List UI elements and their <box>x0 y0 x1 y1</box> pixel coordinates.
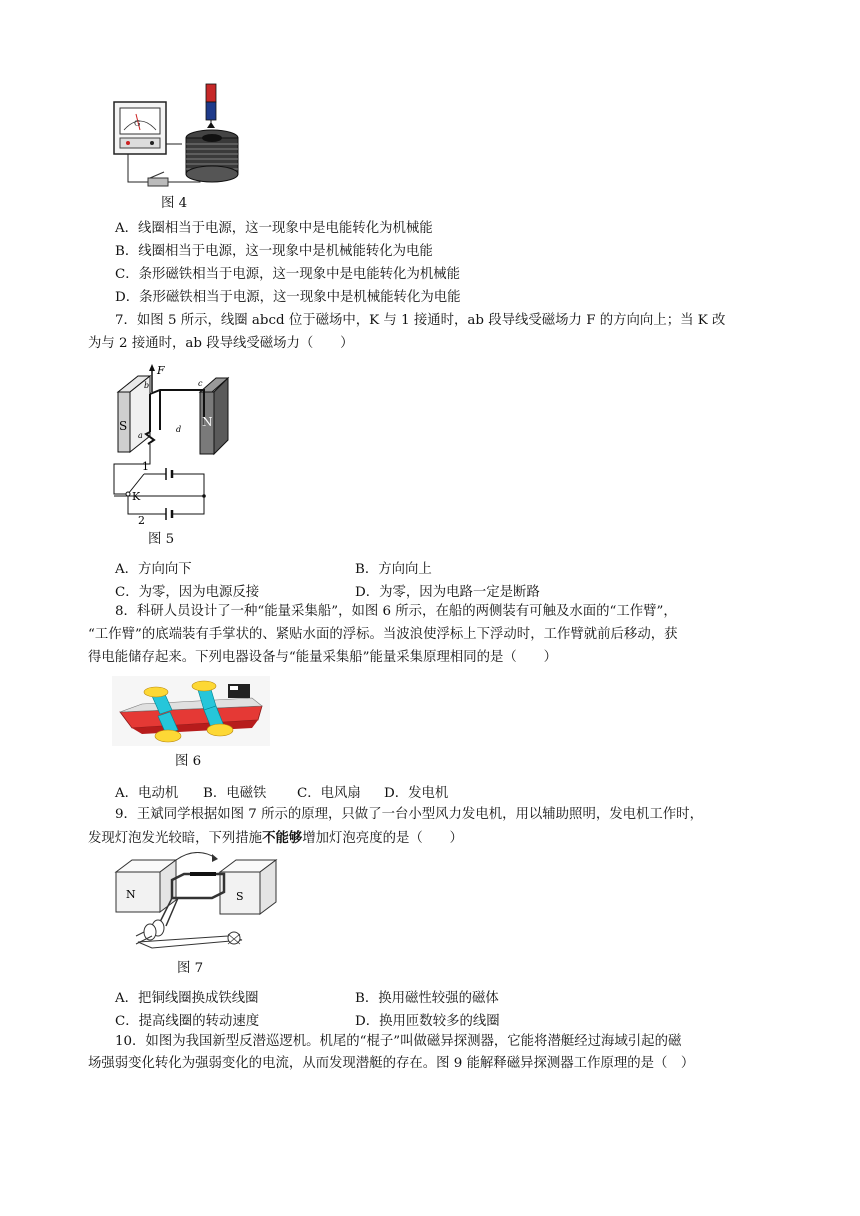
fig5-label-F: F <box>157 364 165 377</box>
q8-option-b: B．电磁铁 <box>203 786 267 801</box>
q7-stem-line-2: 为与 2 接通时，ab 段导线受磁场力（ ） <box>88 336 354 351</box>
figure-6-caption: 图 6 <box>175 754 202 769</box>
q9-option-d: D．换用匝数较多的线圈 <box>355 1014 500 1029</box>
q7-stem-line-1: 7．如图 5 所示，线圈 abcd 位于磁场中，K 与 1 接通时，ab 段导线受磁场力 F 的方向向上；当 K 改 <box>115 313 726 328</box>
fig7-label-S: S <box>236 890 244 903</box>
figure-4 <box>112 82 252 192</box>
fig5-label-1: 1 <box>142 460 149 473</box>
q8-option-d: D．发电机 <box>384 786 449 801</box>
fig5-label-S: S <box>119 419 128 433</box>
fig7-label-N: N <box>126 888 136 901</box>
q9-stem-line-1: 9．王斌同学根据如图 7 所示的原理，只做了一台小型风力发电机，用以辅助照明，发电机工作时， <box>115 807 703 822</box>
figure-4-caption: 图 4 <box>161 196 188 211</box>
motor-coil-diagram <box>108 362 238 530</box>
figure-5-caption: 图 5 <box>148 532 175 547</box>
figure-7-caption: 图 7 <box>177 961 204 976</box>
fig5-label-N: N <box>202 415 213 429</box>
q9-stem-line-2 <box>88 829 463 848</box>
q7-option-a: A．方向向下 <box>115 562 192 577</box>
figure-6 <box>112 676 270 746</box>
q6-option-d: D．条形磁铁相当于电源，这一现象中是机械能转化为电能 <box>115 290 461 305</box>
q8-option-c: C．电风扇 <box>297 786 361 801</box>
q10-stem-line-1: 10．如图为我国新型反潜巡逻机。机尾的“棍子”叫做磁异探测器，它能将潜艇经过海域引起的磁 <box>115 1034 682 1049</box>
q9-option-b: B．换用磁性较强的磁体 <box>355 991 499 1006</box>
energy-harvesting-ship-illustration <box>112 676 270 746</box>
svg-text:G: G <box>134 119 141 128</box>
q8-stem-line-2: “工作臂”的底端装有手掌状的、紧贴水面的浮标。当波浪使浮标上下浮动时，工作臂就前后移动，获 <box>88 627 678 642</box>
fig5-label-a: a <box>138 431 143 440</box>
q9-stem-line-2-pre: 发现灯泡发光较暗，下列措施 <box>88 831 263 846</box>
fig5-label-d: d <box>176 425 182 434</box>
q9-option-a: A．把铜线圈换成铁线圈 <box>115 991 259 1006</box>
figure-5 <box>108 362 238 530</box>
fig5-label-c: c <box>198 379 203 388</box>
q8-stem-line-1: 8．科研人员设计了一种“能量采集船”，如图 6 所示，在船的两侧装有可触及水面的“工作臂”， <box>115 604 677 619</box>
q9-option-c: C．提高线圈的转动速度 <box>115 1014 260 1029</box>
q8-option-a: A．电动机 <box>115 786 179 801</box>
galvanometer-coil-diagram <box>112 82 252 192</box>
fig5-label-b: b <box>144 381 150 390</box>
q9-stem-line-2-post: 增加灯泡亮度的是（ ） <box>302 831 463 846</box>
q9-emphasis: 不能够 <box>262 830 303 846</box>
q10-stem-line-2: 场强弱变化转化为强弱变化的电流，从而发现潜艇的存在。图 9 能解释磁异探测器工作原理的是（ ） <box>88 1056 695 1071</box>
q7-option-c: C．为零，因为电源反接 <box>115 585 260 600</box>
q8-stem-line-3: 得电能储存起来。下列电器设备与“能量采集船”能量采集原理相同的是（ ） <box>88 650 557 665</box>
generator-diagram <box>112 852 282 952</box>
q6-option-c: C．条形磁铁相当于电源，这一现象中是电能转化为机械能 <box>115 267 461 282</box>
figure-7 <box>112 852 282 952</box>
q7-option-d: D．为零，因为电路一定是断路 <box>355 585 540 600</box>
q6-option-b: B．线圈相当于电源，这一现象中是机械能转化为电能 <box>115 244 433 259</box>
q7-option-b: B．方向向上 <box>355 562 432 577</box>
fig5-label-2: 2 <box>138 514 145 527</box>
fig5-label-K: K <box>132 490 141 503</box>
q6-option-a: A．线圈相当于电源，这一现象中是电能转化为机械能 <box>115 221 433 236</box>
